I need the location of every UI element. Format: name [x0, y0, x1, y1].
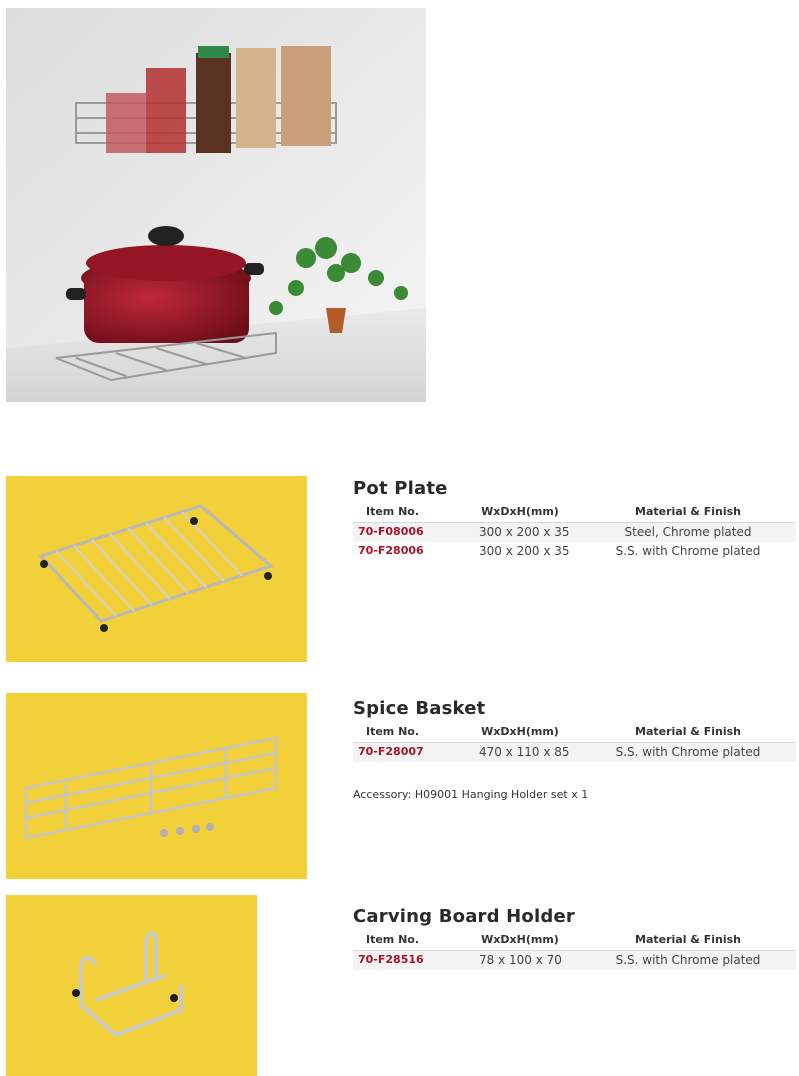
carving-board-holder-photo — [6, 895, 257, 1076]
material-finish: S.S. with Chrome plated — [615, 953, 761, 967]
spice-basket-title: Spice Basket — [353, 698, 486, 719]
item-number: 70-F28006 — [358, 544, 424, 557]
dimensions: 300 x 200 x 35 — [479, 544, 570, 558]
spice-basket-photo — [6, 693, 307, 879]
pot-plate-photo — [6, 476, 307, 662]
header-dimensions: WxDxH(mm) — [481, 725, 559, 738]
header-item-no: Item No. — [366, 505, 420, 518]
spec-row — [353, 523, 796, 542]
dimensions: 78 x 100 x 70 — [479, 953, 562, 967]
hero-kitchen-photo — [6, 8, 426, 402]
material-finish: S.S. with Chrome plated — [615, 544, 761, 558]
dimensions: 470 x 110 x 85 — [479, 745, 570, 759]
material-finish: S.S. with Chrome plated — [615, 745, 761, 759]
header-item-no: Item No. — [366, 725, 420, 738]
spec-row — [353, 743, 796, 762]
carving-board-holder-section — [353, 905, 796, 970]
material-finish: Steel, Chrome plated — [624, 525, 752, 539]
header-item-no: Item No. — [366, 933, 420, 946]
item-number: 70-F08006 — [358, 525, 424, 538]
header-dimensions: WxDxH(mm) — [481, 933, 559, 946]
pot-plate-section — [353, 477, 796, 561]
item-number: 70-F28007 — [358, 745, 424, 758]
spec-header — [353, 503, 796, 523]
spec-row — [353, 951, 796, 970]
header-material: Material & Finish — [635, 505, 741, 518]
spec-header — [353, 931, 796, 951]
spice-basket-section — [353, 697, 796, 762]
header-material: Material & Finish — [635, 933, 741, 946]
carving-board-holder-title: Carving Board Holder — [353, 906, 575, 927]
header-material: Material & Finish — [635, 725, 741, 738]
spec-header — [353, 723, 796, 743]
accessory-note: Accessory: H09001 Hanging Holder set x 1 — [353, 788, 589, 801]
header-dimensions: WxDxH(mm) — [481, 505, 559, 518]
spec-row — [353, 542, 796, 561]
pot-plate-title: Pot Plate — [353, 478, 448, 499]
item-number: 70-F28516 — [358, 953, 424, 966]
dimensions: 300 x 200 x 35 — [479, 525, 570, 539]
